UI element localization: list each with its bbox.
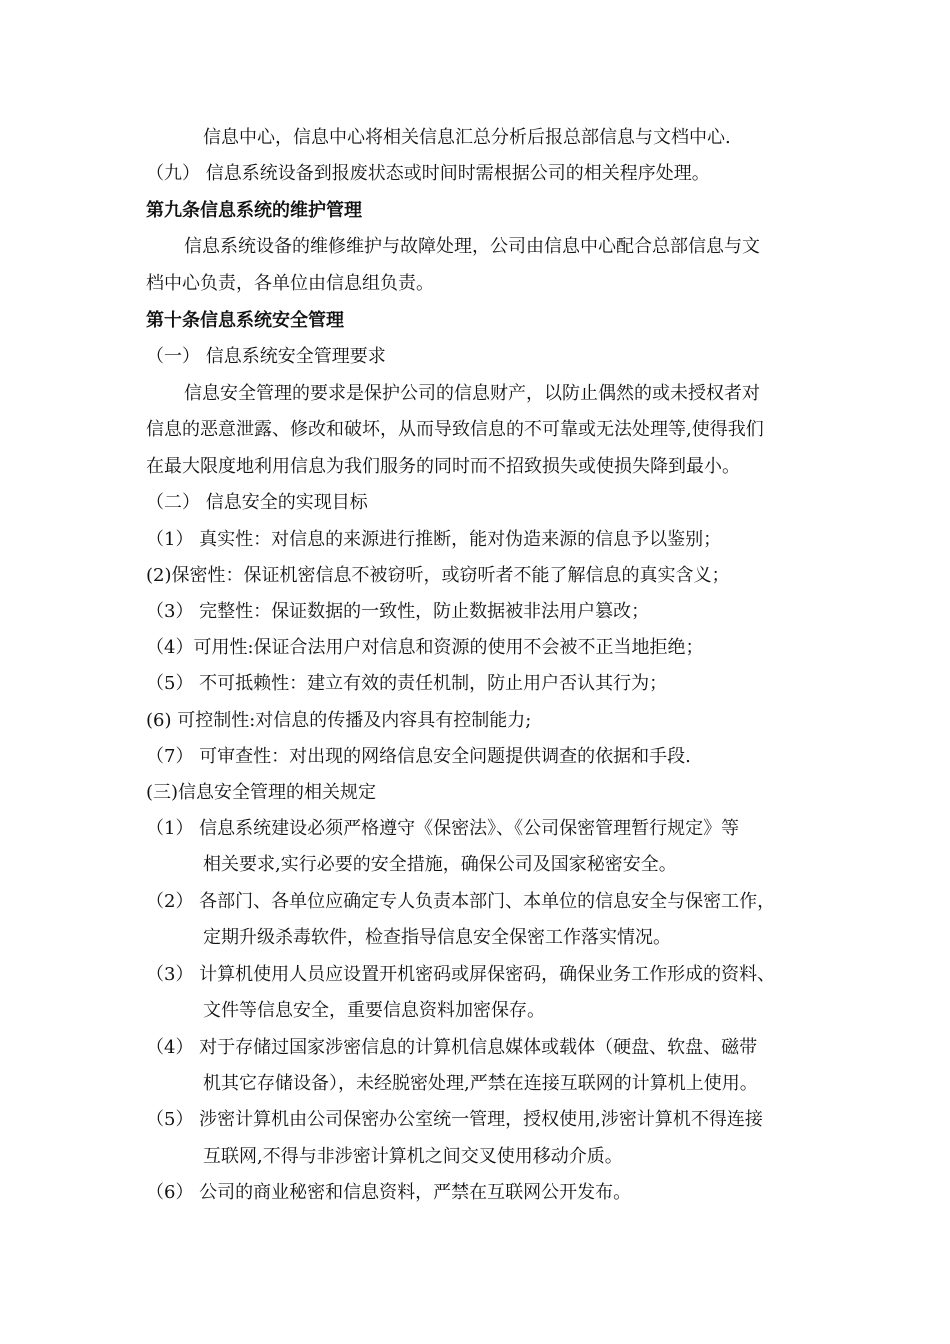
subsection-heading: （一） 信息系统安全管理要求 xyxy=(146,346,386,367)
list-item: （1） 信息系统建设必须严格遵守《保密法》、《公司保密管理暂行规定》等 xyxy=(146,818,740,839)
list-item: (6) 可控制性:对信息的传播及内容具有控制能力; xyxy=(146,710,532,731)
list-item-continuation: 相关要求,实行必要的安全措施，确保公司及国家秘密安全。 xyxy=(203,854,677,875)
text-line: 信息的恶意泄露、修改和破坏，从而导致信息的不可靠或无法处理等,使得我们 xyxy=(146,419,764,440)
list-item: （5） 不可抵赖性：建立有效的责任机制，防止用户否认其行为； xyxy=(146,673,668,694)
list-item: （1） 真实性：对信息的来源进行推断，能对伪造来源的信息予以鉴别； xyxy=(146,529,722,550)
list-item: （7） 可审查性：对出现的网络信息安全问题提供调查的依据和手段. xyxy=(146,746,691,767)
list-item: (2)保密性：保证机密信息不被窃听，或窃听者不能了解信息的真实含义； xyxy=(146,565,730,586)
section-heading: 第九条信息系统的维护管理 xyxy=(146,200,362,221)
list-item: （3） 计算机使用人员应设置开机密码或屏保密码，确保业务工作形成的资料、 xyxy=(146,964,776,985)
list-item-continuation: 文件等信息安全，重要信息资料加密保存。 xyxy=(203,1000,545,1021)
section-heading: 第十条信息系统安全管理 xyxy=(146,310,344,331)
text-line: 档中心负责，各单位由信息组负责。 xyxy=(146,273,434,294)
list-item: （6） 公司的商业秘密和信息资料，严禁在互联网公开发布。 xyxy=(146,1182,632,1203)
text-line: （九） 信息系统设备到报废状态或时间时需根据公司的相关程序处理。 xyxy=(146,163,710,184)
list-item-continuation: 定期升级杀毒软件，检查指导信息安全保密工作落实情况。 xyxy=(203,927,671,948)
subsection-heading: （二） 信息安全的实现目标 xyxy=(146,492,368,513)
text-line: 信息安全管理的要求是保护公司的信息财产，以防止偶然的或未授权者对 xyxy=(184,383,760,404)
subsection-heading: (三)信息安全管理的相关规定 xyxy=(146,782,377,803)
list-item: （3） 完整性：保证数据的一致性，防止数据被非法用户篡改； xyxy=(146,601,650,622)
list-item-continuation: 机其它存储设备），未经脱密处理,严禁在连接互联网的计算机上使用。 xyxy=(203,1073,758,1094)
text-line: 信息中心，信息中心将相关信息汇总分析后报总部信息与文档中心. xyxy=(203,127,731,148)
list-item: （4） 对于存储过国家涉密信息的计算机信息媒体或载体（硬盘、软盘、磁带 xyxy=(146,1037,758,1058)
list-item: （4）可用性:保证合法用户对信息和资源的使用不会被不正当地拒绝； xyxy=(146,637,704,658)
list-item-continuation: 互联网,不得与非涉密计算机之间交叉使用移动介质。 xyxy=(203,1146,623,1167)
text-line: 在最大限度地利用信息为我们服务的同时而不招致损失或使损失降到最小。 xyxy=(146,456,740,477)
list-item: （2） 各部门、各单位应确定专人负责本部门、本单位的信息安全与保密工作， xyxy=(146,891,776,912)
list-item: （5） 涉密计算机由公司保密办公室统一管理，授权使用,涉密计算机不得连接 xyxy=(146,1109,763,1130)
text-line: 信息系统设备的维修维护与故障处理，公司由信息中心配合总部信息与文 xyxy=(184,236,760,257)
